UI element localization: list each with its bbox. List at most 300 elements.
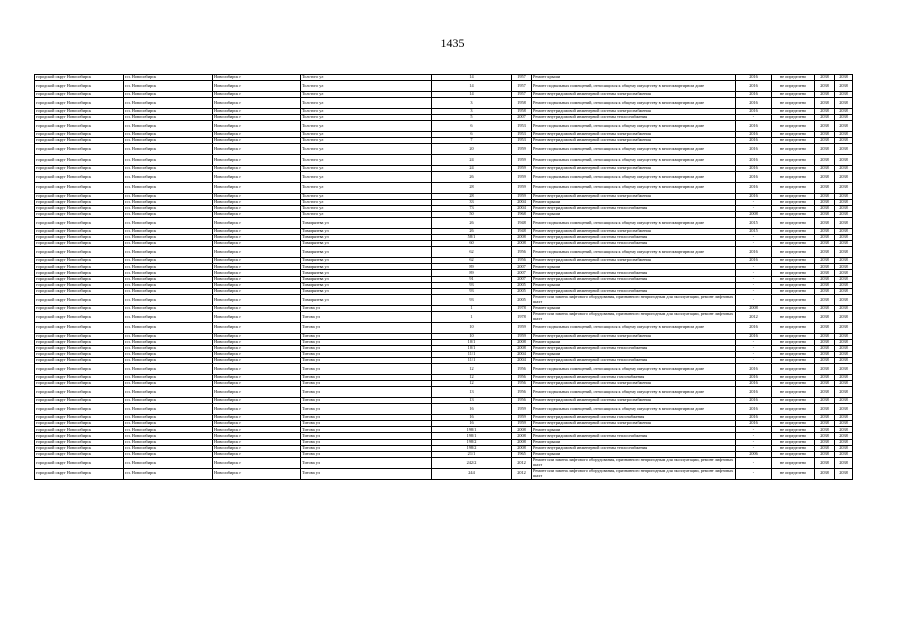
table-row — [35, 311, 853, 322]
start-year-cell: 2016 — [736, 108, 772, 114]
city-cell: Новосибирск г — [213, 228, 301, 234]
work-type-cell: Ремонт внутридомовой инженерной системы теплоснабжения — [532, 241, 736, 247]
start-year-cell: 2016 — [736, 144, 772, 155]
plan-from-cell: 2038 — [815, 433, 835, 439]
city-cell: Новосибирск г — [213, 458, 301, 469]
table-row — [35, 468, 853, 479]
table-row — [35, 81, 853, 92]
plan-from-cell: 2038 — [815, 258, 835, 264]
plan-to-cell: 2038 — [835, 358, 853, 364]
street-cell: Толстого ул — [301, 211, 432, 217]
settlement-cell: г.п. Новосибирск — [124, 131, 213, 137]
settlement-cell: г.п. Новосибирск — [124, 311, 213, 322]
year-cell: 1953 — [512, 138, 532, 144]
street-cell: Титова ул — [301, 305, 432, 311]
year-cell: 1978 — [512, 311, 532, 322]
status-cell: не определено — [772, 75, 815, 81]
city-cell: Новосибирск г — [213, 398, 301, 404]
house-cell: 89 — [432, 264, 512, 270]
start-year-cell: - — [736, 433, 772, 439]
status-cell: не определено — [772, 427, 815, 433]
settlement-cell: г.п. Новосибирск — [124, 211, 213, 217]
plan-from-cell: 2038 — [815, 108, 835, 114]
district-cell: городской округ Новосибирск — [35, 264, 124, 270]
district-cell: городской округ Новосибирск — [35, 228, 124, 234]
year-cell: 2008 — [512, 433, 532, 439]
work-type-cell: Ремонт внутридомовой инженерной системы электроснабжения — [532, 165, 736, 171]
status-cell: не определено — [772, 144, 815, 155]
year-cell: 1953 — [512, 121, 532, 132]
house-cell: 16 — [432, 421, 512, 427]
status-cell: не определено — [772, 421, 815, 427]
table-row — [35, 218, 853, 229]
start-year-cell: 2016 — [736, 75, 772, 81]
district-cell: городской округ Новосибирск — [35, 451, 124, 457]
city-cell: Новосибирск г — [213, 205, 301, 211]
city-cell: Новосибирск г — [213, 415, 301, 421]
street-cell: Титова ул — [301, 398, 432, 404]
city-cell: Новосибирск г — [213, 211, 301, 217]
house-cell: 10 — [432, 333, 512, 339]
plan-from-cell: 2038 — [815, 387, 835, 398]
plan-to-cell: 2038 — [835, 171, 853, 182]
district-cell: городской округ Новосибирск — [35, 155, 124, 166]
street-cell: Толстого ул — [301, 108, 432, 114]
start-year-cell: - — [736, 115, 772, 121]
status-cell: не определено — [772, 439, 815, 445]
district-cell: городской округ Новосибирск — [35, 193, 124, 199]
plan-to-cell: 2038 — [835, 108, 853, 114]
status-cell: не определено — [772, 218, 815, 229]
street-cell: Толстого ул — [301, 182, 432, 193]
start-year-cell: - — [736, 282, 772, 288]
city-cell: Новосибирск г — [213, 270, 301, 276]
plan-from-cell: 2038 — [815, 375, 835, 381]
street-cell: Тимирязева ул — [301, 264, 432, 270]
year-cell: 1957 — [512, 81, 532, 92]
city-cell: Новосибирск г — [213, 387, 301, 398]
year-cell: 2004 — [512, 358, 532, 364]
district-cell: городской округ Новосибирск — [35, 131, 124, 137]
plan-from-cell: 2038 — [815, 345, 835, 351]
plan-to-cell: 2038 — [835, 98, 853, 109]
plan-from-cell: 2038 — [815, 218, 835, 229]
year-cell: 2007 — [512, 264, 532, 270]
street-cell: Толстого ул — [301, 144, 432, 155]
plan-to-cell: 2038 — [835, 276, 853, 282]
plan-from-cell: 2038 — [815, 155, 835, 166]
status-cell: не определено — [772, 258, 815, 264]
house-cell: 24 — [432, 165, 512, 171]
street-cell: Титова ул — [301, 311, 432, 322]
district-cell: городской округ Новосибирск — [35, 294, 124, 305]
work-type-cell: Ремонт внутридомовой инженерной системы теплоснабжения — [532, 288, 736, 294]
start-year-cell: - — [736, 427, 772, 433]
settlement-cell: г.п. Новосибирск — [124, 421, 213, 427]
plan-to-cell: 2038 — [835, 75, 853, 81]
settlement-cell: г.п. Новосибирск — [124, 458, 213, 469]
house-cell: 26 — [432, 228, 512, 234]
table-row — [35, 404, 853, 415]
house-cell: 28 — [432, 193, 512, 199]
status-cell: не определено — [772, 294, 815, 305]
district-cell: городской округ Новосибирск — [35, 81, 124, 92]
district-cell: городской округ Новосибирск — [35, 241, 124, 247]
status-cell: не определено — [772, 211, 815, 217]
street-cell: Тимирязева ул — [301, 270, 432, 276]
city-cell: Новосибирск г — [213, 75, 301, 81]
city-cell: Новосибирск г — [213, 264, 301, 270]
table-row — [35, 121, 853, 132]
work-type-cell: Ремонт внутридомовой инженерной системы теплоснабжения — [532, 445, 736, 451]
start-year-cell: - — [736, 235, 772, 241]
plan-from-cell: 2038 — [815, 445, 835, 451]
year-cell: 1948 — [512, 218, 532, 229]
plan-to-cell: 2038 — [835, 258, 853, 264]
city-cell: Новосибирск г — [213, 91, 301, 97]
district-cell: городской округ Новосибирск — [35, 421, 124, 427]
street-cell: Титова ул — [301, 451, 432, 457]
plan-to-cell: 2038 — [835, 421, 853, 427]
plan-from-cell: 2038 — [815, 439, 835, 445]
settlement-cell: г.п. Новосибирск — [124, 193, 213, 199]
house-cell: 60 — [432, 241, 512, 247]
settlement-cell: г.п. Новосибирск — [124, 345, 213, 351]
house-cell: 244 — [432, 468, 512, 479]
city-cell: Новосибирск г — [213, 375, 301, 381]
start-year-cell: - — [736, 358, 772, 364]
city-cell: Новосибирск г — [213, 155, 301, 166]
settlement-cell: г.п. Новосибирск — [124, 264, 213, 270]
street-cell: Титова ул — [301, 364, 432, 375]
settlement-cell: г.п. Новосибирск — [124, 270, 213, 276]
plan-from-cell: 2038 — [815, 75, 835, 81]
plan-from-cell: 2038 — [815, 131, 835, 137]
start-year-cell: - — [736, 264, 772, 270]
year-cell: 1959 — [512, 333, 532, 339]
street-cell: Тимирязева ул — [301, 247, 432, 258]
street-cell: Тимирязева ул — [301, 288, 432, 294]
house-cell: 11/1 — [432, 351, 512, 357]
house-cell: 28 — [432, 182, 512, 193]
page-number: 1435 — [440, 36, 465, 50]
house-cell: 91 — [432, 276, 512, 282]
status-cell: не определено — [772, 115, 815, 121]
district-cell: городской округ Новосибирск — [35, 98, 124, 109]
city-cell: Новосибирск г — [213, 218, 301, 229]
settlement-cell: г.п. Новосибирск — [124, 381, 213, 387]
district-cell: городской округ Новосибирск — [35, 218, 124, 229]
city-cell: Новосибирск г — [213, 138, 301, 144]
street-cell: Толстого ул — [301, 75, 432, 81]
plan-to-cell: 2038 — [835, 144, 853, 155]
street-cell: Тимирязева ул — [301, 294, 432, 305]
plan-from-cell: 2038 — [815, 381, 835, 387]
start-year-cell: 2016 — [736, 375, 772, 381]
district-cell: городской округ Новосибирск — [35, 205, 124, 211]
house-cell: 93 — [432, 294, 512, 305]
year-cell: 2008 — [512, 241, 532, 247]
plan-from-cell: 2038 — [815, 311, 835, 322]
plan-from-cell: 2038 — [815, 339, 835, 345]
district-cell: городской округ Новосибирск — [35, 247, 124, 258]
city-cell: Новосибирск г — [213, 381, 301, 387]
settlement-cell: г.п. Новосибирск — [124, 81, 213, 92]
plan-from-cell: 2038 — [815, 294, 835, 305]
status-cell: не определено — [772, 387, 815, 398]
plan-to-cell: 2038 — [835, 218, 853, 229]
year-cell: 2005 — [512, 282, 532, 288]
work-type-cell: Ремонт внутридомовой инженерной системы теплоснабжения — [532, 433, 736, 439]
start-year-cell: 2016 — [736, 415, 772, 421]
settlement-cell: г.п. Новосибирск — [124, 155, 213, 166]
plan-to-cell: 2038 — [835, 375, 853, 381]
status-cell: не определено — [772, 358, 815, 364]
status-cell: не определено — [772, 468, 815, 479]
work-type-cell: Ремонт внутридомовой инженерной системы теплоснабжения — [532, 115, 736, 121]
year-cell: 1957 — [512, 91, 532, 97]
status-cell: не определено — [772, 247, 815, 258]
work-type-cell: Ремонт подвальных помещений, относящихся к общему имуществу в многоквартирном доме — [532, 171, 736, 182]
start-year-cell: 2016 — [736, 398, 772, 404]
work-type-cell: Ремонт крыши — [532, 211, 736, 217]
start-year-cell: - — [736, 241, 772, 247]
year-cell: 1959 — [512, 404, 532, 415]
settlement-cell: г.п. Новосибирск — [124, 339, 213, 345]
table-row — [35, 98, 853, 109]
year-cell: 1965 — [512, 451, 532, 457]
year-cell: 1959 — [512, 144, 532, 155]
work-type-cell: Ремонт внутридомовой инженерной системы газоснабжения — [532, 375, 736, 381]
district-cell: городской округ Новосибирск — [35, 235, 124, 241]
work-type-cell: Ремонт внутридомовой инженерной системы теплоснабжения — [532, 235, 736, 241]
settlement-cell: г.п. Новосибирск — [124, 364, 213, 375]
work-type-cell: Ремонт внутридомовой инженерной системы электроснабжения — [532, 333, 736, 339]
status-cell: не определено — [772, 339, 815, 345]
work-type-cell: Ремонт внутридомовой инженерной системы электроснабжения — [532, 108, 736, 114]
year-cell: 1959 — [512, 322, 532, 333]
house-cell: 26 — [432, 171, 512, 182]
house-cell: 3 — [432, 98, 512, 109]
year-cell: 1956 — [512, 381, 532, 387]
house-cell: 21/1 — [432, 451, 512, 457]
district-cell: городской округ Новосибирск — [35, 138, 124, 144]
settlement-cell: г.п. Новосибирск — [124, 305, 213, 311]
work-type-cell: Ремонт внутридомовой инженерной системы электроснабжения — [532, 131, 736, 137]
start-year-cell: - — [736, 351, 772, 357]
house-cell: 14 — [432, 91, 512, 97]
year-cell: 1953 — [512, 131, 532, 137]
work-type-cell: Ремонт подвальных помещений, относящихся к общему имуществу в многоквартирном доме — [532, 121, 736, 132]
table-row — [35, 247, 853, 258]
plan-to-cell: 2038 — [835, 193, 853, 199]
plan-to-cell: 2038 — [835, 468, 853, 479]
settlement-cell: г.п. Новосибирск — [124, 276, 213, 282]
start-year-cell: 2008 — [736, 211, 772, 217]
house-cell: 11/1 — [432, 358, 512, 364]
year-cell: 1956 — [512, 387, 532, 398]
start-year-cell: 2016 — [736, 193, 772, 199]
street-cell: Титова ул — [301, 339, 432, 345]
street-cell: Толстого ул — [301, 155, 432, 166]
settlement-cell: г.п. Новосибирск — [124, 333, 213, 339]
plan-from-cell: 2038 — [815, 235, 835, 241]
start-year-cell: - — [736, 288, 772, 294]
work-type-cell: Ремонт крыши — [532, 199, 736, 205]
plan-to-cell: 2038 — [835, 339, 853, 345]
settlement-cell: г.п. Новосибирск — [124, 282, 213, 288]
street-cell: Тимирязева ул — [301, 258, 432, 264]
city-cell: Новосибирск г — [213, 294, 301, 305]
plan-from-cell: 2038 — [815, 228, 835, 234]
work-type-cell: Ремонт подвальных помещений, относящихся к общему имуществу в многоквартирном доме — [532, 247, 736, 258]
city-cell: Новосибирск г — [213, 115, 301, 121]
city-cell: Новосибирск г — [213, 98, 301, 109]
house-cell: 198/1 — [432, 427, 512, 433]
status-cell: не определено — [772, 241, 815, 247]
work-type-cell: Ремонт внутридомовой инженерной системы теплоснабжения — [532, 358, 736, 364]
street-cell: Титова ул — [301, 458, 432, 469]
year-cell: 2012 — [512, 468, 532, 479]
settlement-cell: г.п. Новосибирск — [124, 218, 213, 229]
plan-to-cell: 2038 — [835, 165, 853, 171]
city-cell: Новосибирск г — [213, 339, 301, 345]
table-row — [35, 155, 853, 166]
status-cell: не определено — [772, 445, 815, 451]
year-cell: 1978 — [512, 305, 532, 311]
house-cell: 6 — [432, 121, 512, 132]
status-cell: не определено — [772, 451, 815, 457]
street-cell: Толстого ул — [301, 131, 432, 137]
house-cell: 73 — [432, 205, 512, 211]
status-cell: не определено — [772, 311, 815, 322]
plan-to-cell: 2038 — [835, 351, 853, 357]
district-cell: городской округ Новосибирск — [35, 387, 124, 398]
settlement-cell: г.п. Новосибирск — [124, 288, 213, 294]
work-type-cell: Ремонт внутридомовой инженерной системы теплоснабжения — [532, 345, 736, 351]
settlement-cell: г.п. Новосибирск — [124, 375, 213, 381]
district-cell: городской округ Новосибирск — [35, 468, 124, 479]
house-cell: 16 — [432, 404, 512, 415]
settlement-cell: г.п. Новосибирск — [124, 358, 213, 364]
settlement-cell: г.п. Новосибирск — [124, 182, 213, 193]
house-cell: 6 — [432, 131, 512, 137]
plan-to-cell: 2038 — [835, 282, 853, 288]
year-cell: 1959 — [512, 415, 532, 421]
city-cell: Новосибирск г — [213, 421, 301, 427]
district-cell: городской округ Новосибирск — [35, 199, 124, 205]
settlement-cell: г.п. Новосибирск — [124, 144, 213, 155]
city-cell: Новосибирск г — [213, 322, 301, 333]
year-cell: 1956 — [512, 375, 532, 381]
settlement-cell: г.п. Новосибирск — [124, 108, 213, 114]
street-cell: Тимирязева ул — [301, 235, 432, 241]
house-cell: 10/1 — [432, 345, 512, 351]
district-cell: городской округ Новосибирск — [35, 165, 124, 171]
year-cell: 1959 — [512, 421, 532, 427]
house-cell: 13 — [432, 387, 512, 398]
city-cell: Новосибирск г — [213, 345, 301, 351]
plan-to-cell: 2038 — [835, 247, 853, 258]
status-cell: не определено — [772, 228, 815, 234]
street-cell: Толстого ул — [301, 98, 432, 109]
plan-to-cell: 2038 — [835, 458, 853, 469]
year-cell: 2008 — [512, 439, 532, 445]
street-cell: Толстого ул — [301, 138, 432, 144]
house-cell: 1 — [432, 305, 512, 311]
plan-from-cell: 2038 — [815, 333, 835, 339]
work-type-cell: Ремонт крыши — [532, 439, 736, 445]
house-cell: 16 — [432, 415, 512, 421]
street-cell: Титова ул — [301, 421, 432, 427]
district-cell: городской округ Новосибирск — [35, 439, 124, 445]
district-cell: городской округ Новосибирск — [35, 433, 124, 439]
work-type-cell: Ремонт внутридомовой инженерной системы электроснабжения — [532, 138, 736, 144]
city-cell: Новосибирск г — [213, 445, 301, 451]
status-cell: не определено — [772, 398, 815, 404]
settlement-cell: г.п. Новосибирск — [124, 115, 213, 121]
plan-from-cell: 2038 — [815, 451, 835, 457]
district-cell: городской округ Новосибирск — [35, 171, 124, 182]
district-cell: городской округ Новосибирск — [35, 351, 124, 357]
plan-to-cell: 2038 — [835, 199, 853, 205]
start-year-cell: 2016 — [736, 171, 772, 182]
year-cell: 2007 — [512, 276, 532, 282]
plan-from-cell: 2038 — [815, 351, 835, 357]
plan-to-cell: 2038 — [835, 345, 853, 351]
table-body — [35, 75, 853, 480]
plan-from-cell: 2038 — [815, 305, 835, 311]
plan-to-cell: 2038 — [835, 333, 853, 339]
year-cell: 2008 — [512, 445, 532, 451]
status-cell: не определено — [772, 155, 815, 166]
work-type-cell: Ремонт внутридомовой инженерной системы теплоснабжения — [532, 205, 736, 211]
status-cell: не определено — [772, 121, 815, 132]
house-cell: 12 — [432, 381, 512, 387]
work-type-cell: Ремонт или замена лифтового оборудования, признанного непригодным для эксплуатации, ремонт лифтовых шахт — [532, 311, 736, 322]
start-year-cell: 2016 — [736, 155, 772, 166]
settlement-cell: г.п. Новосибирск — [124, 98, 213, 109]
street-cell: Тимирязева ул — [301, 218, 432, 229]
status-cell: не определено — [772, 235, 815, 241]
district-cell: городской округ Новосибирск — [35, 115, 124, 121]
year-cell: 1956 — [512, 398, 532, 404]
district-cell: городской округ Новосибирск — [35, 381, 124, 387]
plan-to-cell: 2038 — [835, 264, 853, 270]
table-row — [35, 387, 853, 398]
district-cell: городской округ Новосибирск — [35, 276, 124, 282]
work-type-cell: Ремонт подвальных помещений, относящихся к общему имуществу в многоквартирном доме — [532, 144, 736, 155]
work-type-cell: Ремонт подвальных помещений, относящихся к общему имуществу в многоквартирном доме — [532, 322, 736, 333]
district-cell: городской округ Новосибирск — [35, 427, 124, 433]
status-cell: не определено — [772, 171, 815, 182]
street-cell: Титова ул — [301, 351, 432, 357]
plan-to-cell: 2038 — [835, 294, 853, 305]
plan-from-cell: 2038 — [815, 211, 835, 217]
year-cell: 1959 — [512, 193, 532, 199]
plan-to-cell: 2038 — [835, 138, 853, 144]
year-cell: 1957 — [512, 75, 532, 81]
start-year-cell: 2016 — [736, 387, 772, 398]
city-cell: Новосибирск г — [213, 305, 301, 311]
plan-from-cell: 2038 — [815, 98, 835, 109]
district-cell: городской округ Новосибирск — [35, 333, 124, 339]
work-type-cell: Ремонт крыши — [532, 351, 736, 357]
start-year-cell: - — [736, 270, 772, 276]
status-cell: не определено — [772, 351, 815, 357]
year-cell: 2012 — [512, 458, 532, 469]
plan-from-cell: 2038 — [815, 264, 835, 270]
